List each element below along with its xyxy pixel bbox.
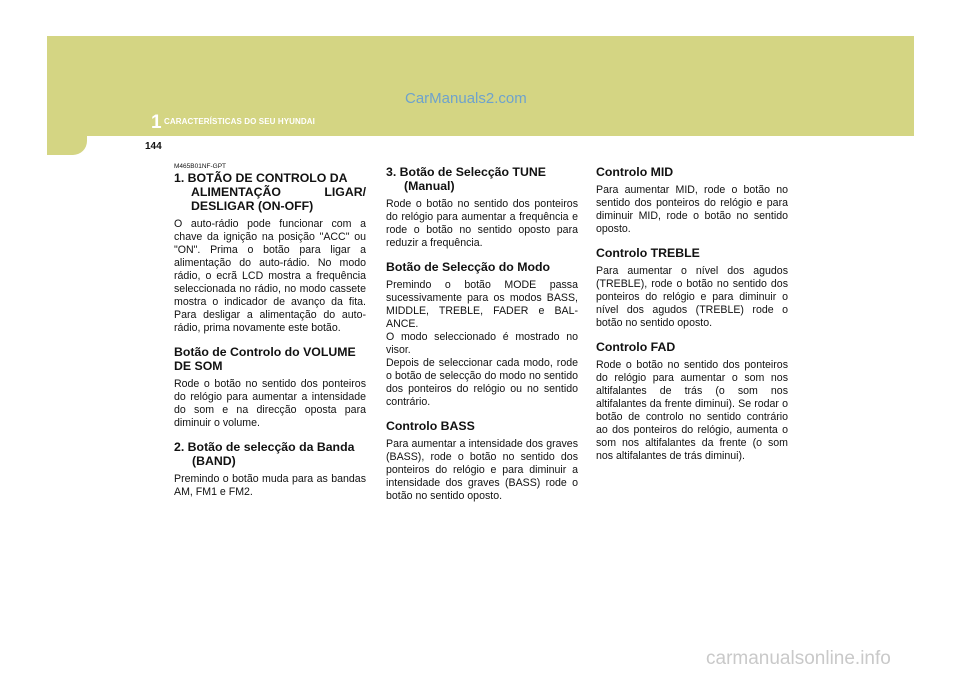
heading-mid: Controlo MID bbox=[596, 165, 674, 179]
heading-line-1: 1. BOTÃO DE CONTROLO DA bbox=[174, 171, 348, 185]
heading-volume: Botão de Controlo do VOLUME DE SOM bbox=[174, 345, 356, 373]
heading-line-3: DESLIGAR (ON-OFF) bbox=[191, 199, 314, 213]
column-2 bbox=[386, 165, 578, 513]
heading-power-button bbox=[174, 171, 366, 213]
chapter-number: 1 bbox=[151, 112, 162, 133]
paragraph-tune: Rode o botão no sentido dos ponteiros do relógio para aumentar a frequência e rode o botão no sentido oposto para reduzir a frequência. bbox=[386, 198, 578, 249]
heading-mode: Botão de Selecção do Modo bbox=[386, 260, 550, 274]
heading-treble: Controlo TREBLE bbox=[596, 246, 700, 260]
paragraph-mid: Para aumentar MID, rode o botão no sentido dos ponteiros do relógio e para diminuir MID, rode o botão no sentido oposto. bbox=[596, 184, 788, 235]
paragraph-fad: Rode o botão no sentido dos ponteiros do relógio para aumentar o som nos altifalantes de trás (o som nos altifalantes da frente diminui). Se rodar o botão de controlo no sentido contrário ao dos ponteiros do relógio, aumenta o som nos altifalantes da frente (o som nos altifalantes de trás diminui). bbox=[596, 359, 788, 462]
paragraph-band: Premindo o botão muda para as bandas AM, FM1 e FM2. bbox=[174, 473, 366, 498]
heading-fad: Controlo FAD bbox=[596, 340, 676, 354]
heading-band: 2. Botão de selecção da Banda (BAND) bbox=[174, 440, 355, 468]
column-1 bbox=[174, 163, 366, 509]
paragraph-bass: Para aumentar a intensidade dos graves (BASS), rode o botão no sentido dos ponteiros do relógio e para diminuir a intensidade dos graves (BASS) rode o botão no sentido oposto. bbox=[386, 438, 578, 502]
page-number: 144 bbox=[145, 141, 162, 152]
heading-line-2: ALIMENTAÇÃO LIGAR/ bbox=[191, 185, 366, 199]
heading-bass: Controlo BASS bbox=[386, 419, 475, 433]
footer-watermark-link[interactable]: carmanualsonline.info bbox=[706, 648, 891, 669]
paragraph-volume: Rode o botão no sentido dos ponteiros do relógio para aumentar a intensidade do som e na direcção oposta para diminuir o volume. bbox=[174, 378, 366, 429]
paragraph-mode: Premindo o botão MODE passa sucessivamente para os modos BASS, MIDDLE, TREBLE, FADER e BAL- ANCE. bbox=[386, 279, 578, 330]
page-number-tab bbox=[47, 134, 87, 155]
column-3 bbox=[596, 165, 788, 473]
paragraph-power: O auto-rádio pode funcionar com a chave da ignição na posição "ACC" ou "ON". Prima o botão para ligar a alimentação do auto-rádio. No modo rádio, o ecrã LCD mostra a frequência seleccionada no rádio, no modo cassete mostra o indicador de avanço da fita. Para desligar a alimentação do auto-rádio, prima novamente este botão. bbox=[174, 218, 366, 334]
paragraph-treble: Para aumentar o nível dos agudos (TREBLE), rode o botão no sentido dos ponteiros do relógio e para diminuir o nível dos agudos (TREBLE) rode o botão no sentido oposto. bbox=[596, 265, 788, 329]
paragraph-mode-rotate: Depois de seleccionar cada modo, rode o botão de selecção do modo no sentido dos ponteiros do relógio ou no sentido contrário. bbox=[386, 357, 578, 408]
heading-tune: 3. Botão de Selecção TUNE (Manual) bbox=[386, 165, 546, 193]
chapter-title: CARACTERÍSTICAS DO SEU HYUNDAI bbox=[164, 117, 316, 126]
paragraph-mode-display: O modo seleccionado é mostrado no visor. bbox=[386, 331, 578, 356]
section-code: M465B01NF-GPT bbox=[174, 163, 227, 170]
watermark-link[interactable]: CarManuals2.com bbox=[405, 90, 527, 107]
